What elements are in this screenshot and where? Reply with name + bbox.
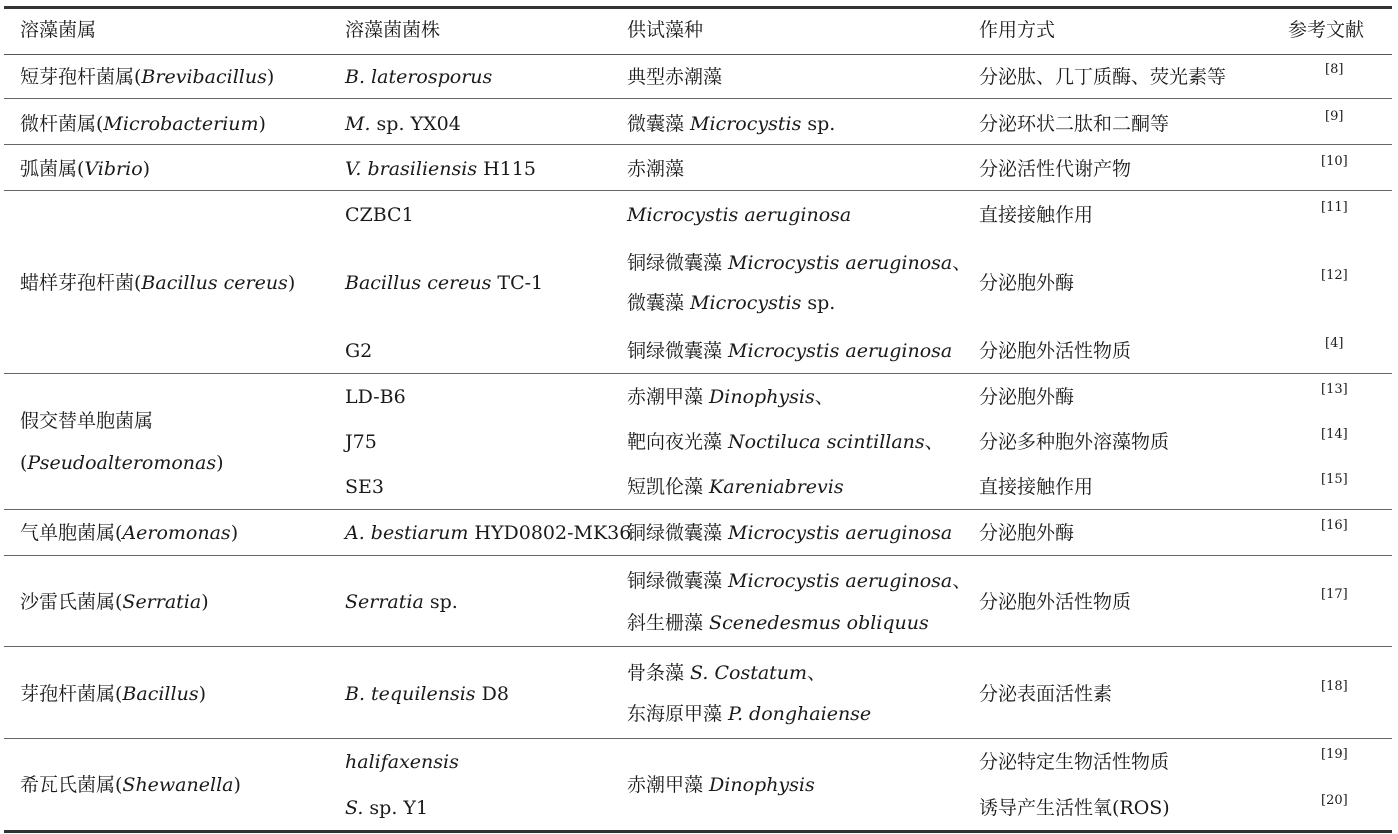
- row4a-mode: 直接接触作用: [979, 204, 1094, 226]
- row5b-strain: J75: [345, 431, 377, 453]
- row4a-ref: [11]: [1321, 200, 1348, 215]
- row2-ref: [9]: [1325, 109, 1344, 124]
- row9a-strain: halifaxensis: [345, 751, 459, 773]
- header-rule: [4, 54, 1392, 55]
- row6-mode: 分泌胞外酶: [979, 522, 1075, 544]
- row5-genus-line1: 假交替单胞菌属: [20, 410, 154, 432]
- row6-ref: [16]: [1321, 518, 1348, 533]
- row7-algae-line2: 斜生栅藻 Scenedesmus obliquus: [627, 612, 929, 634]
- row5b-algae: 靶向夜光藻 Noctiluca scintillans、: [627, 431, 944, 453]
- row7-ref: [17]: [1321, 587, 1348, 602]
- row2-strain: M. sp. YX04: [345, 113, 461, 135]
- row4c-ref: [4]: [1325, 336, 1344, 351]
- row-divider: [4, 738, 1392, 739]
- row3-genus: 弧菌属(Vibrio): [20, 158, 151, 180]
- row5c-ref: [15]: [1321, 472, 1348, 487]
- row4b-mode: 分泌胞外酶: [979, 272, 1075, 294]
- row9a-mode: 分泌特定生物活性物质: [979, 751, 1170, 773]
- row1-algae: 典型赤潮藻: [627, 66, 723, 88]
- row-divider: [4, 144, 1392, 145]
- row7-genus: 沙雷氏菌属(Serratia): [20, 591, 209, 613]
- row5a-strain: LD-B6: [345, 386, 406, 408]
- row4c-algae: 铜绿微囊藻 Microcystis aeruginosa: [627, 340, 953, 362]
- header-strain: 溶藻菌菌株: [345, 19, 441, 41]
- row-divider: [4, 646, 1392, 647]
- row5a-algae: 赤潮甲藻 Dinophysis、: [627, 386, 834, 408]
- row-divider: [4, 555, 1392, 556]
- row8-algae-line1: 骨条藻 S. Costatum、: [627, 662, 827, 684]
- header-mode: 作用方式: [979, 19, 1056, 41]
- header-algae: 供试藻种: [627, 19, 704, 41]
- row4b-ref: [12]: [1321, 268, 1348, 283]
- row8-mode: 分泌表面活性素: [979, 683, 1113, 705]
- row4b-strain: Bacillus cereus TC-1: [345, 272, 544, 294]
- row7-mode: 分泌胞外活性物质: [979, 591, 1132, 613]
- row2-mode: 分泌环状二肽和二酮等: [979, 113, 1170, 135]
- row4a-strain: CZBC1: [345, 204, 414, 226]
- row1-ref: [8]: [1325, 62, 1344, 77]
- row9b-ref: [20]: [1321, 793, 1348, 808]
- row4a-algae: Microcystis aeruginosa: [627, 204, 852, 226]
- row9a-ref: [19]: [1321, 747, 1348, 762]
- row8-ref: [18]: [1321, 679, 1348, 694]
- row2-genus: 微杆菌属(Microbacterium): [20, 113, 266, 135]
- row7-strain: Serratia sp.: [345, 591, 458, 613]
- row4c-mode: 分泌胞外活性物质: [979, 340, 1132, 362]
- row5c-mode: 直接接触作用: [979, 476, 1094, 498]
- row8-strain: B. tequilensis D8: [345, 683, 509, 705]
- table-bottom-rule: [4, 830, 1392, 833]
- row5-genus-line2: (Pseudoalteromonas): [20, 452, 224, 474]
- row1-genus: 短芽孢杆菌属(Brevibacillus): [20, 66, 275, 88]
- row3-ref: [10]: [1321, 154, 1348, 169]
- row4b-algae-line1: 铜绿微囊藻 Microcystis aeruginosa、: [627, 252, 972, 274]
- row6-strain: A. bestiarum HYD0802-MK36: [345, 522, 632, 544]
- row-divider: [4, 373, 1392, 374]
- row5b-mode: 分泌多种胞外溶藻物质: [979, 431, 1170, 453]
- row6-algae: 铜绿微囊藻 Microcystis aeruginosa: [627, 522, 953, 544]
- row9b-mode: 诱导产生活性氧(ROS): [979, 797, 1170, 819]
- row5c-strain: SE3: [345, 476, 384, 498]
- row6-genus: 气单胞菌属(Aeromonas): [20, 522, 239, 544]
- row9-algae: 赤潮甲藻 Dinophysis: [627, 774, 815, 796]
- row8-genus: 芽孢杆菌属(Bacillus): [20, 683, 206, 705]
- row3-strain: V. brasiliensis H115: [345, 158, 536, 180]
- table-top-rule: [4, 6, 1392, 9]
- row-divider: [4, 509, 1392, 510]
- row3-mode: 分泌活性代谢产物: [979, 158, 1132, 180]
- row1-mode: 分泌肽、几丁质酶、荧光素等: [979, 66, 1227, 88]
- row8-algae-line2: 东海原甲藻 P. donghaiense: [627, 703, 872, 725]
- row4-genus: 蜡样芽孢杆菌(Bacillus cereus): [20, 272, 296, 294]
- row9b-strain: S. sp. Y1: [345, 797, 429, 819]
- row2-algae: 微囊藻 Microcystis sp.: [627, 113, 836, 135]
- row-divider: [4, 98, 1392, 99]
- row5a-ref: [13]: [1321, 382, 1348, 397]
- row4b-algae-line2: 微囊藻 Microcystis sp.: [627, 292, 836, 314]
- row1-strain: B. laterosporus: [345, 66, 493, 88]
- row4c-strain: G2: [345, 340, 373, 362]
- row-divider: [4, 190, 1392, 191]
- row7-algae-line1: 铜绿微囊藻 Microcystis aeruginosa、: [627, 570, 972, 592]
- header-ref: 参考文献: [1288, 19, 1365, 41]
- row3-algae: 赤潮藻: [627, 158, 685, 180]
- row5a-mode: 分泌胞外酶: [979, 386, 1075, 408]
- row5b-ref: [14]: [1321, 427, 1348, 442]
- row9-genus: 希瓦氏菌属(Shewanella): [20, 774, 241, 796]
- header-genus: 溶藻菌属: [20, 19, 97, 41]
- row5c-algae: 短凯伦藻 Kareniabrevis: [627, 476, 844, 498]
